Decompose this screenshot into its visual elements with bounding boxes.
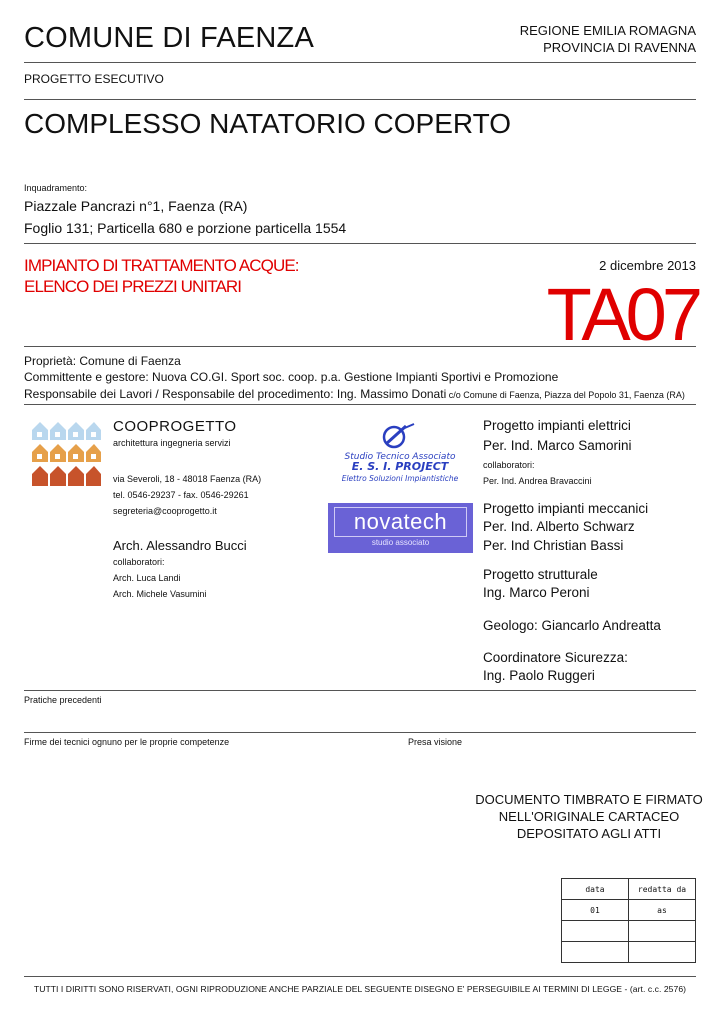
drawing-code: TA07 <box>546 273 698 356</box>
table-cell <box>629 942 696 963</box>
table-cell: as <box>629 900 696 921</box>
esi-project-logo <box>328 422 473 486</box>
mechanical-designer: Per. Ind. Alberto Schwarz <box>483 519 635 534</box>
mechanical-designer: Per. Ind Christian Bassi <box>483 538 624 553</box>
esi-logo-line1: Studio Tecnico Associato <box>344 452 456 462</box>
cooprogetto-address: via Severoli, 18 - 48018 Faenza (RA) <box>113 474 262 484</box>
safety-title: Coordinatore Sicurezza: <box>483 650 628 665</box>
divider <box>24 690 696 691</box>
divider <box>24 404 696 405</box>
cooprogetto-phone: tel. 0546-29237 - fax. 0546-29261 <box>113 490 249 500</box>
stamp-note-line: DEPOSITATO AGLI ATTI <box>516 826 662 841</box>
esi-logo-line3: Elettro Soluzioni Impiantistiche <box>341 474 459 483</box>
signatures-label: Firme dei tecnici ognuno per le proprie competenze <box>24 737 230 747</box>
column-header: redatta da <box>629 879 696 900</box>
divider <box>24 243 696 244</box>
divider <box>24 62 696 63</box>
drawing-date: 2 dicembre 2013 <box>599 258 696 273</box>
electrical-title: Progetto impianti elettrici <box>483 418 631 433</box>
cooprogetto-subtitle: architettura ingegneria servizi <box>113 438 231 448</box>
table-header-row <box>562 879 696 900</box>
acknowledgement-label: Presa visione <box>408 737 463 747</box>
geologist: Geologo: Giancarlo Andreatta <box>483 618 661 633</box>
table-cell: 01 <box>562 900 629 921</box>
region-block <box>520 22 696 56</box>
electrical-designer: Per. Ind. Marco Samorini <box>483 438 632 453</box>
architect-name: Arch. Alessandro Bucci <box>113 538 247 553</box>
manager-name: Responsabile dei Lavori / Responsabile del procedimento: Ing. Massimo Donati <box>24 387 447 401</box>
municipality-title: COMUNE DI FAENZA <box>24 22 314 54</box>
divider <box>24 732 696 733</box>
copyright-footer: TUTTI I DIRITTI SONO RISERVATI, OGNI RIPRODUZIONE ANCHE PARZIALE DEL SEGUENTE DISEGNO E' PERSEGUIBILE AI TERMINI DI LEGGE - (art. c.c. 2576) <box>33 984 687 994</box>
collaborators-label: collaboratori: <box>113 557 165 567</box>
structural-title: Progetto strutturale <box>483 567 598 582</box>
table-cell <box>562 921 629 942</box>
province-name: PROVINCIA DI RAVENNA <box>543 40 696 55</box>
region-name: REGIONE EMILIA ROMAGNA <box>519 23 696 38</box>
column-header: data <box>562 879 629 900</box>
electrical-collab-label: collaboratori: <box>483 460 535 470</box>
stamp-note-line: NELL'ORIGINALE CARTACEO <box>498 809 680 824</box>
cooprogetto-email: segreteria@cooprogetto.it <box>113 506 217 516</box>
divider <box>24 346 696 347</box>
novatech-name: novatech <box>353 509 448 534</box>
location-label: Inquadramento: <box>24 183 88 193</box>
electrical-collaborator: Per. Ind. Andrea Bravaccini <box>483 476 592 486</box>
table-cell <box>629 921 696 942</box>
stamp-note-line: DOCUMENTO TIMBRATO E FIRMATO <box>475 792 703 807</box>
manager-line <box>24 387 685 401</box>
novatech-sub: studio associato <box>371 538 430 547</box>
table-row <box>562 900 696 921</box>
mechanical-title: Progetto impianti meccanici <box>483 501 649 516</box>
client-line: Committente e gestore: Nuova CO.GI. Sport soc. coop. p.a. Gestione Impianti Sportivi e Promozione <box>24 370 559 384</box>
collaborator: Arch. Luca Landi <box>113 573 181 583</box>
divider <box>24 99 696 100</box>
table-row <box>562 921 696 942</box>
table-cell <box>562 942 629 963</box>
esi-logo-line2: E. S. I. PROJECT <box>351 460 449 473</box>
table-row <box>562 942 696 963</box>
drawing-title-line2: ELENCO DEI PREZZI UNITARI <box>24 277 242 296</box>
collaborator: Arch. Michele Vasumini <box>113 589 207 599</box>
divider <box>24 976 696 977</box>
safety-coordinator: Ing. Paolo Ruggeri <box>483 668 595 683</box>
location-parcel: Foglio 131; Particella 680 e porzione particella 1554 <box>24 220 347 236</box>
location-address: Piazzale Pancrazi n°1, Faenza (RA) <box>24 198 248 214</box>
novatech-logo <box>328 503 473 553</box>
structural-designer: Ing. Marco Peroni <box>483 585 590 600</box>
revision-table <box>561 878 696 963</box>
project-title: COMPLESSO NATATORIO COPERTO <box>24 108 511 139</box>
previous-practices-label: Pratiche precedenti <box>24 695 102 705</box>
owner-line: Proprietà: Comune di Faenza <box>24 354 181 368</box>
stamp-note <box>460 791 718 842</box>
cooprogetto-name: COOPROGETTO <box>113 418 237 435</box>
manager-address: c/o Comune di Faenza, Piazza del Popolo 31, Faenza (RA) <box>446 390 685 400</box>
drawing-title-line1: IMPIANTO DI TRATTAMENTO ACQUE: <box>24 256 299 275</box>
project-phase: PROGETTO ESECUTIVO <box>24 72 164 86</box>
cooprogetto-logo <box>30 418 102 488</box>
